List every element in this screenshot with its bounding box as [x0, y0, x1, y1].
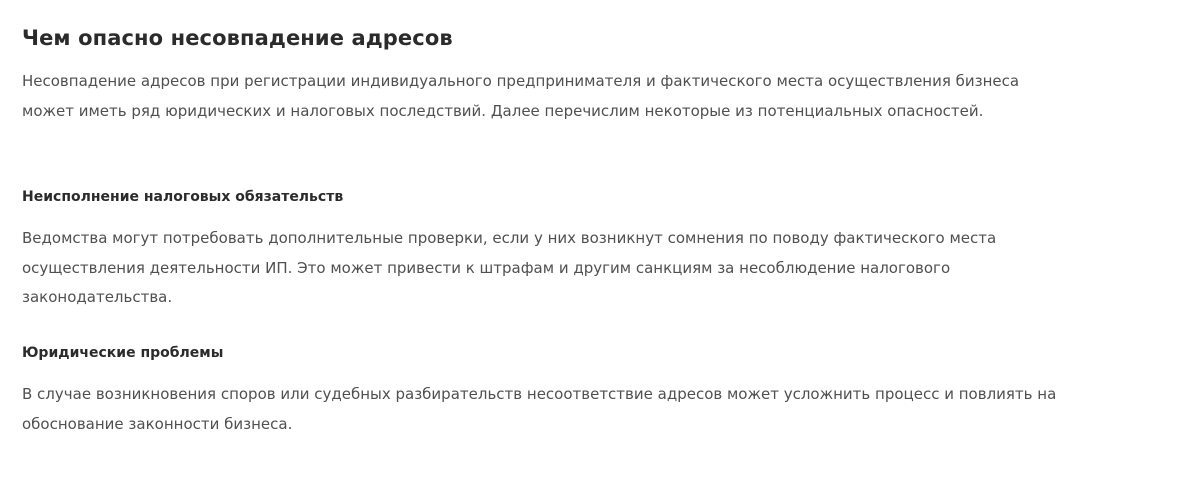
subheading-tax-obligations: Неисполнение налоговых обязательств: [22, 189, 344, 205]
subheading-legal-problems: Юридические проблемы: [22, 345, 224, 361]
section-heading: Чем опасно несовпадение адресов: [22, 26, 453, 50]
paragraph-tax-obligations: Ведомства могут потребовать дополнительные проверки, если у них возникнут сомнения по поводу фактического места осуществления деятельности ИП. Это может привести к штрафам и другим санкциям за несоблюдение налогового законодательства.: [22, 229, 997, 306]
paragraph-legal-problems: В случае возникновения споров или судебных разбирательств несоответствие адресов может усложнить процесс и повлиять на обоснование законности бизнеса.: [22, 385, 1057, 433]
intro-paragraph: Несовпадение адресов при регистрации индивидуального предпринимателя и фактического места осуществления бизнеса может иметь ряд юридических и налоговых последствий. Далее перечислим некоторые из потенциальных опасностей.: [22, 72, 1020, 120]
